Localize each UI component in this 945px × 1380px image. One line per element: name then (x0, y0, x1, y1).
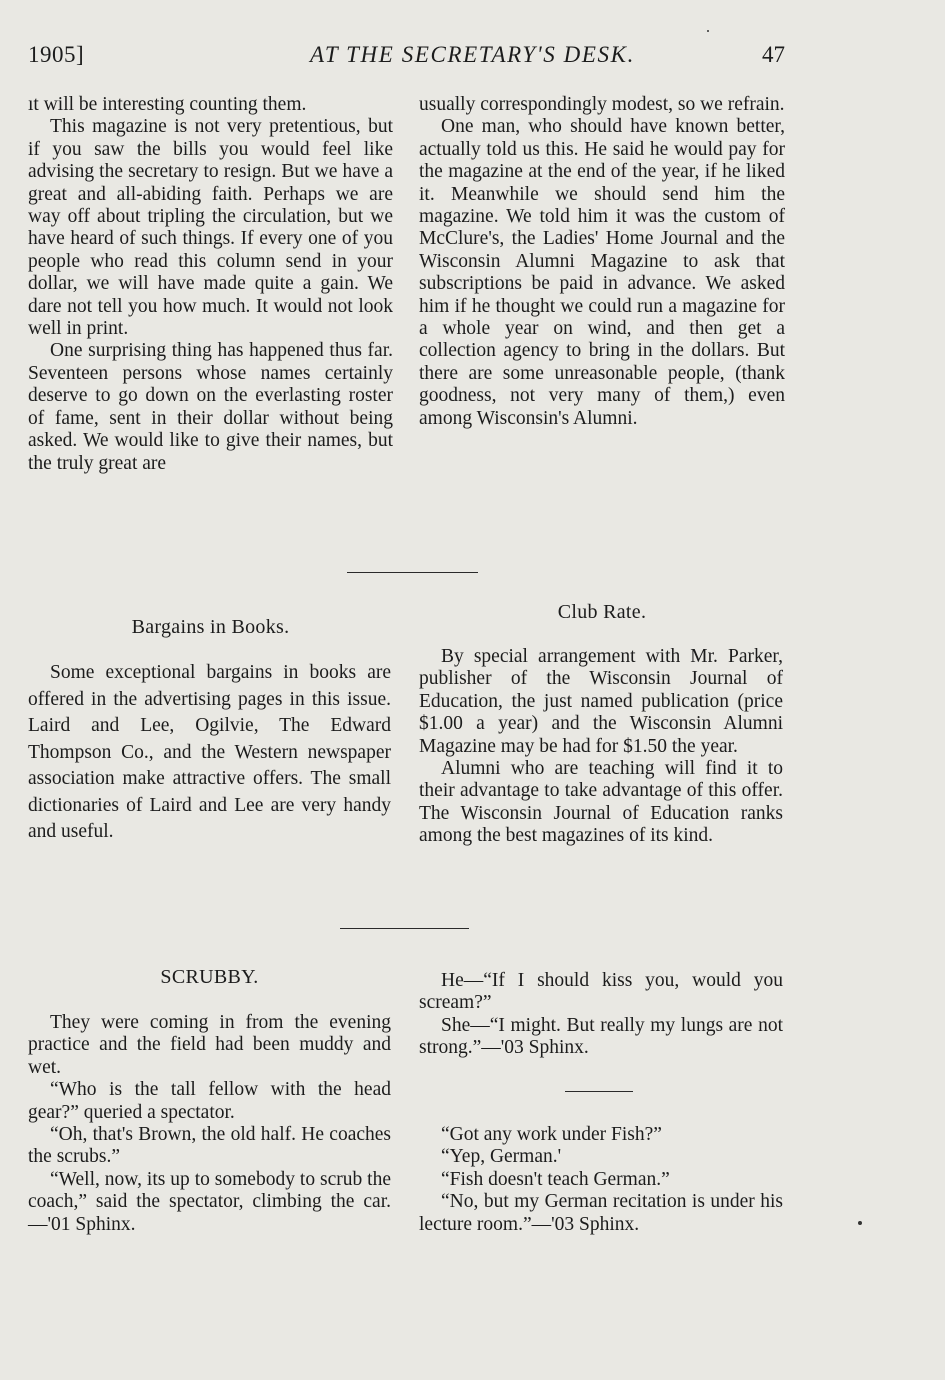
running-head-title: AT THE SECRETARY'S DESK. (310, 42, 635, 67)
section-heading-club-rate: Club Rate. (557, 601, 647, 623)
joke-column (419, 970, 783, 1060)
bargains-column (28, 660, 391, 846)
scrubby-paragraph: They were coming in from the evening practice and the field had been muddy and wet. (28, 1012, 391, 1078)
scrubby-paragraph: “Well, now, its up to somebody to scrub the coach,” said the spectator, climbing the car.—'01 Sphinx. (28, 1168, 391, 1235)
joke-paragraph: “No, but my German recitation is under his lecture room.”—'03 Sphinx. (419, 1191, 783, 1235)
bargains-paragraph: Some exceptional bargains in books are offered in the advertising pages in this issue. Laird and Lee, Ogilvie, The Edward Thompson Co., and the Western newspaper association make attractive offers. The small dictionaries of Laird and Lee are very handy and useful. (28, 662, 391, 842)
paper-speck (858, 1221, 862, 1225)
article-paragraph: One surprising thing has happened thus far. Seventeen persons whose names certainly deserve to go down on the everlasting roster of fame, sent in their dollar without being asked. We would like to give their names, but the truly great are (28, 340, 393, 474)
club-rate-paragraph: Alumni who are teaching will find it to their advantage to take advantage of this offer. The Wisconsin Journal of Education ranks among the best magazines of its kind. (419, 758, 783, 847)
paper-speck (707, 30, 709, 32)
joke-paragraph: “Got any work under Fish?” (441, 1124, 662, 1145)
section-heading-bargains: Bargains in Books. (131, 616, 290, 638)
header-year: 1905] (28, 42, 85, 67)
section-heading-scrubby: SCRUBBY. (160, 966, 259, 988)
joke-divider (565, 1091, 633, 1092)
article-left-column (28, 94, 393, 475)
article-paragraph: This magazine is not very pretentious, but if you saw the bills you would feel like advising the secretary to resign. But we have a great and all-abiding faith. Perhaps we are way off about tripling the circulation, but we have heard of such things. If every one of you people who read this column send in your dollar, we will have made quite a gain. We dare not tell you how much. It would not look well in print. (28, 116, 393, 340)
section-divider (347, 572, 478, 573)
page-number: 47 (762, 42, 785, 67)
article-paragraph: One man, who should have known better, actually told us this. He said he would pay for the magazine at the end of the year, if he liked it. Meanwhile we should send him the magazine. We told him it was the custom of McClure's, the Ladies' Home Journal and the Wisconsin Alumni Magazine to ask that subscriptions be paid in advance. We asked him if he thought we could run a magazine for a whole year on wind, and then get a collection agency to bring in the dollars. But there are some unreasonable people, (thank goodness, not very many of them,) even among Wisconsin's Alumni. (419, 116, 785, 429)
section-divider (340, 928, 469, 929)
joke-paragraph: “Fish doesn't teach German.” (441, 1168, 670, 1190)
club-rate-column (419, 646, 783, 848)
joke-paragraph: “Yep, German.' (441, 1146, 562, 1168)
club-rate-paragraph: By special arrangement with Mr. Parker, publisher of the Wisconsin Journal of Education, the just named publication (price $1.00 a year) and the Wisconsin Alumni Magazine may be had for $1.50 the year. (419, 646, 783, 757)
article-right-column (419, 94, 785, 430)
scrubby-column (28, 1012, 391, 1236)
joke-paragraph: He—“If I should kiss you, would you scream?” (419, 970, 783, 1014)
scrubby-paragraph: “Who is the tall fellow with the head gear?” queried a spectator. (28, 1079, 391, 1123)
joke-column (419, 1124, 783, 1236)
joke-paragraph: She—“I might. But really my lungs are not strong.”—'03 Sphinx. (419, 1014, 783, 1059)
scrubby-paragraph: “Oh, that's Brown, the old half. He coaches the scrubs.” (28, 1124, 391, 1168)
article-paragraph: ıt will be interesting counting them. (28, 94, 307, 115)
article-paragraph: usually correspondingly modest, so we refrain. (419, 94, 785, 115)
